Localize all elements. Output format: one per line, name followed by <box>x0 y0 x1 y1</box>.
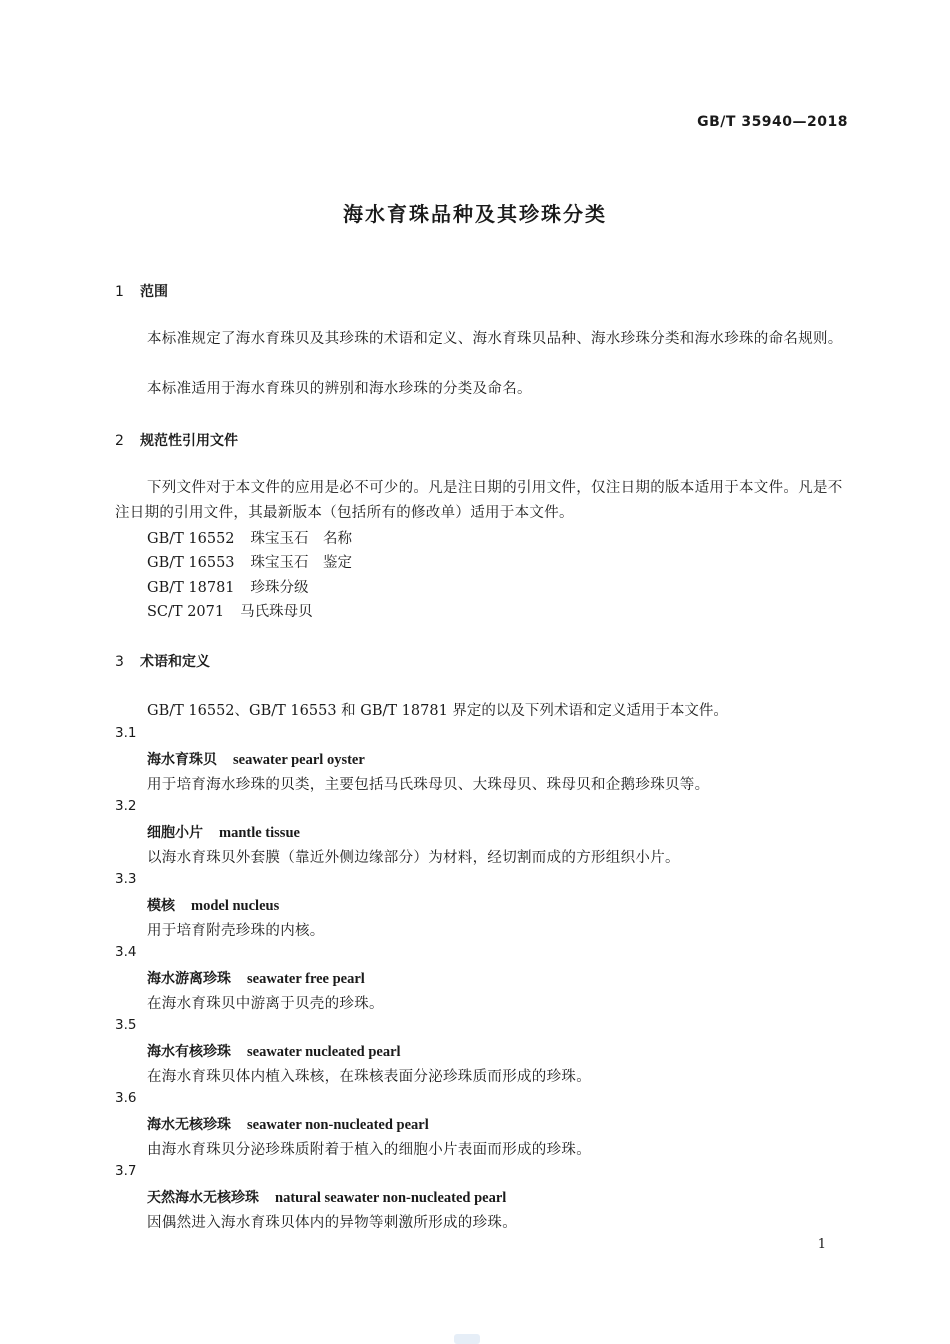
term-number: 3.2 <box>115 798 137 814</box>
term-zh: 海水无核珍珠 <box>147 1117 231 1133</box>
term-zh: 细胞小片 <box>147 825 203 841</box>
reference-name: 马氏珠母贝 <box>240 604 313 620</box>
term-en: seawater free pearl <box>247 971 365 987</box>
reference-code: SC/T 2071 <box>147 604 225 620</box>
term-zh: 海水育珠贝 <box>147 752 217 768</box>
term-definition: 在海水育珠贝体内植入珠核，在珠核表面分泌珍珠质而形成的珍珠。 <box>147 1069 591 1085</box>
term-definition: 用于培育海水珍珠的贝类，主要包括马氏珠母贝、大珠母贝、珠母贝和企鹅珍珠贝等。 <box>147 777 710 793</box>
section-2-heading <box>115 430 238 450</box>
term-definition: 由海水育珠贝分泌珍珠质附着于植入的细胞小片表面而形成的珍珠。 <box>147 1142 591 1158</box>
reference-item <box>147 576 309 597</box>
term-en: mantle tissue <box>219 825 300 841</box>
section-title: 术语和定义 <box>140 654 210 670</box>
term-number: 3.4 <box>115 944 137 960</box>
document-title: 海水育珠品种及其珍珠分类 <box>343 202 607 226</box>
reference-item <box>147 551 352 572</box>
scope-paragraph-1: 本标准规定了海水育珠贝及其珍珠的术语和定义、海水育珠贝品种、海水珍珠分类和海水珍珠的命名规则。 <box>147 331 843 347</box>
term-number: 3.1 <box>115 725 137 741</box>
term-zh: 天然海水无核珍珠 <box>147 1190 259 1206</box>
standard-code: GB/T 35940—2018 <box>697 114 848 130</box>
watermark-fragment <box>454 1334 480 1344</box>
term-number: 3.5 <box>115 1017 137 1033</box>
term-definition: 以海水育珠贝外套膜（靠近外侧边缘部分）为材料，经切割而成的方形组织小片。 <box>147 850 680 866</box>
reference-code: GB/T 18781 <box>147 580 235 596</box>
term-number: 3.3 <box>115 871 137 887</box>
term-en: natural seawater non-nucleated pearl <box>275 1190 507 1206</box>
section-title: 规范性引用文件 <box>140 433 238 449</box>
scope-paragraph-2: 本标准适用于海水育珠贝的辨别和海水珍珠的分类及命名。 <box>147 381 532 397</box>
section-number: 3 <box>115 654 124 670</box>
term-heading <box>147 749 365 769</box>
section-3-heading <box>115 651 210 671</box>
section-number: 1 <box>115 284 124 300</box>
terms-intro: GB/T 16552、GB/T 16553 和 GB/T 18781 界定的以及下列术语和定义适用于本文件。 <box>147 703 728 719</box>
term-heading <box>147 822 300 842</box>
term-zh: 模核 <box>147 898 175 914</box>
term-definition: 用于培育附壳珍珠的内核。 <box>147 923 325 939</box>
reference-code: GB/T 16553 <box>147 555 235 571</box>
normative-intro: 下列文件对于本文件的应用是必不可少的。凡是注日期的引用文件，仅注日期的版本适用于本文件。凡是不注日期的引用文件，其最新版本（包括所有的修改单）适用于本文件。 <box>115 480 843 521</box>
term-en: seawater nucleated pearl <box>247 1044 401 1060</box>
term-en: seawater non-nucleated pearl <box>247 1117 429 1133</box>
term-zh: 海水游离珍珠 <box>147 971 231 987</box>
reference-item <box>147 527 352 548</box>
reference-code: GB/T 16552 <box>147 531 235 547</box>
term-en: seawater pearl oyster <box>233 752 365 768</box>
term-number: 3.6 <box>115 1090 137 1106</box>
term-heading <box>147 895 279 915</box>
reference-name: 珠宝玉石 名称 <box>250 531 353 547</box>
reference-name: 珍珠分级 <box>250 580 309 596</box>
term-heading <box>147 1187 506 1207</box>
term-heading <box>147 1114 429 1134</box>
term-definition: 在海水育珠贝中游离于贝壳的珍珠。 <box>147 996 384 1012</box>
page-number: 1 <box>817 1237 826 1252</box>
term-en: model nucleus <box>191 898 280 914</box>
section-1-heading <box>115 281 168 301</box>
term-definition: 因偶然进入海水育珠贝体内的异物等刺激所形成的珍珠。 <box>147 1215 517 1231</box>
term-heading <box>147 1041 401 1061</box>
term-heading <box>147 968 365 988</box>
section-title: 范围 <box>140 284 168 300</box>
section-number: 2 <box>115 433 124 449</box>
term-number: 3.7 <box>115 1163 137 1179</box>
term-zh: 海水有核珍珠 <box>147 1044 231 1060</box>
reference-name: 珠宝玉石 鉴定 <box>250 555 353 571</box>
reference-item <box>147 600 313 621</box>
